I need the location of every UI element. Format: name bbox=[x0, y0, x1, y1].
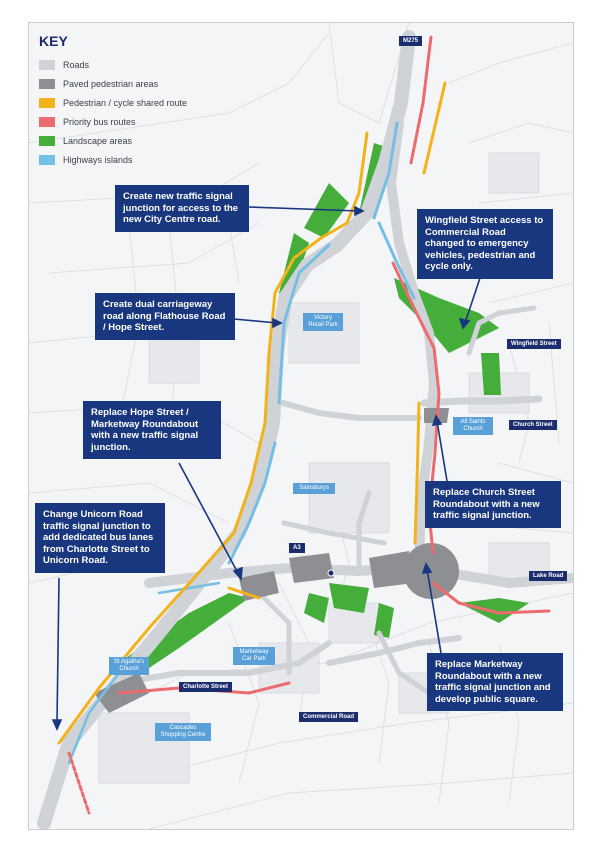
road-tag-commercial-road: Commercial Road bbox=[299, 712, 358, 722]
road-tag-lake-road: Lake Road bbox=[529, 571, 567, 581]
key-label: Pedestrian / cycle shared route bbox=[63, 98, 188, 108]
callout-unicorn-road-junction: Change Unicorn Road traffic signal junction to add dedicated bus lanes from Charlotte Street to Unicorn Road. bbox=[35, 503, 165, 573]
callout-church-street-roundabout: Replace Church Street Roundabout with a new traffic signal junction. bbox=[425, 481, 561, 528]
key-item bbox=[39, 97, 187, 109]
place-st-agathas-church: St Agatha's Church bbox=[109, 657, 149, 675]
place-all-saints-church: All Saints Church bbox=[453, 417, 493, 435]
place-cascades-shopping-centre: Cascades Shopping Centre bbox=[155, 723, 211, 741]
key-label: Priority bus routes bbox=[63, 117, 136, 127]
key-swatch bbox=[39, 79, 55, 89]
key-item bbox=[39, 154, 133, 166]
road-tag-church-street: Church Street bbox=[509, 420, 557, 430]
road-tag-a3: A3 bbox=[289, 543, 305, 553]
junction-marker bbox=[328, 570, 334, 576]
key-swatch bbox=[39, 155, 55, 165]
key-swatch bbox=[39, 136, 55, 146]
place-sainsburys: Sainsburys bbox=[293, 483, 335, 494]
key-label: Paved pedestrian areas bbox=[63, 79, 159, 89]
key-item bbox=[39, 116, 136, 128]
key-label: Highways islands bbox=[63, 155, 133, 165]
key-item bbox=[39, 59, 89, 71]
callout-hope-street-roundabout: Replace Hope Street / Marketway Roundabout with a new traffic signal junction. bbox=[83, 401, 221, 459]
place-victory-retail-park: Victory Retail Park bbox=[303, 313, 343, 331]
callout-marketway-roundabout: Replace Marketway Roundabout with a new traffic signal junction and develop public square. bbox=[427, 653, 563, 711]
place-marketway-car-park: Marketway Car Park bbox=[233, 647, 275, 665]
callout-new-junction-city-centre: Create new traffic signal junction for access to the new City Centre road. bbox=[115, 185, 249, 232]
key-swatch bbox=[39, 98, 55, 108]
map-frame bbox=[28, 22, 574, 830]
road-tag-charlotte-street: Charlotte Street bbox=[179, 682, 232, 692]
key-item bbox=[39, 78, 158, 90]
road-tag-m275: M275 bbox=[399, 36, 422, 46]
key-label: Roads bbox=[63, 60, 90, 70]
key-swatch bbox=[39, 60, 55, 70]
callout-wingfield-street: Wingfield Street access to Commercial Road changed to emergency vehicles, pedestrian and cycle only. bbox=[417, 209, 553, 279]
key-swatch bbox=[39, 117, 55, 127]
callout-dual-carriageway: Create dual carriageway road along Flathouse Road / Hope Street. bbox=[95, 293, 235, 340]
road-tag-wingfield-street: Wingfield Street bbox=[507, 339, 561, 349]
key-title: KEY bbox=[39, 33, 68, 49]
key-item bbox=[39, 135, 132, 147]
key-label: Landscape areas bbox=[63, 136, 133, 146]
